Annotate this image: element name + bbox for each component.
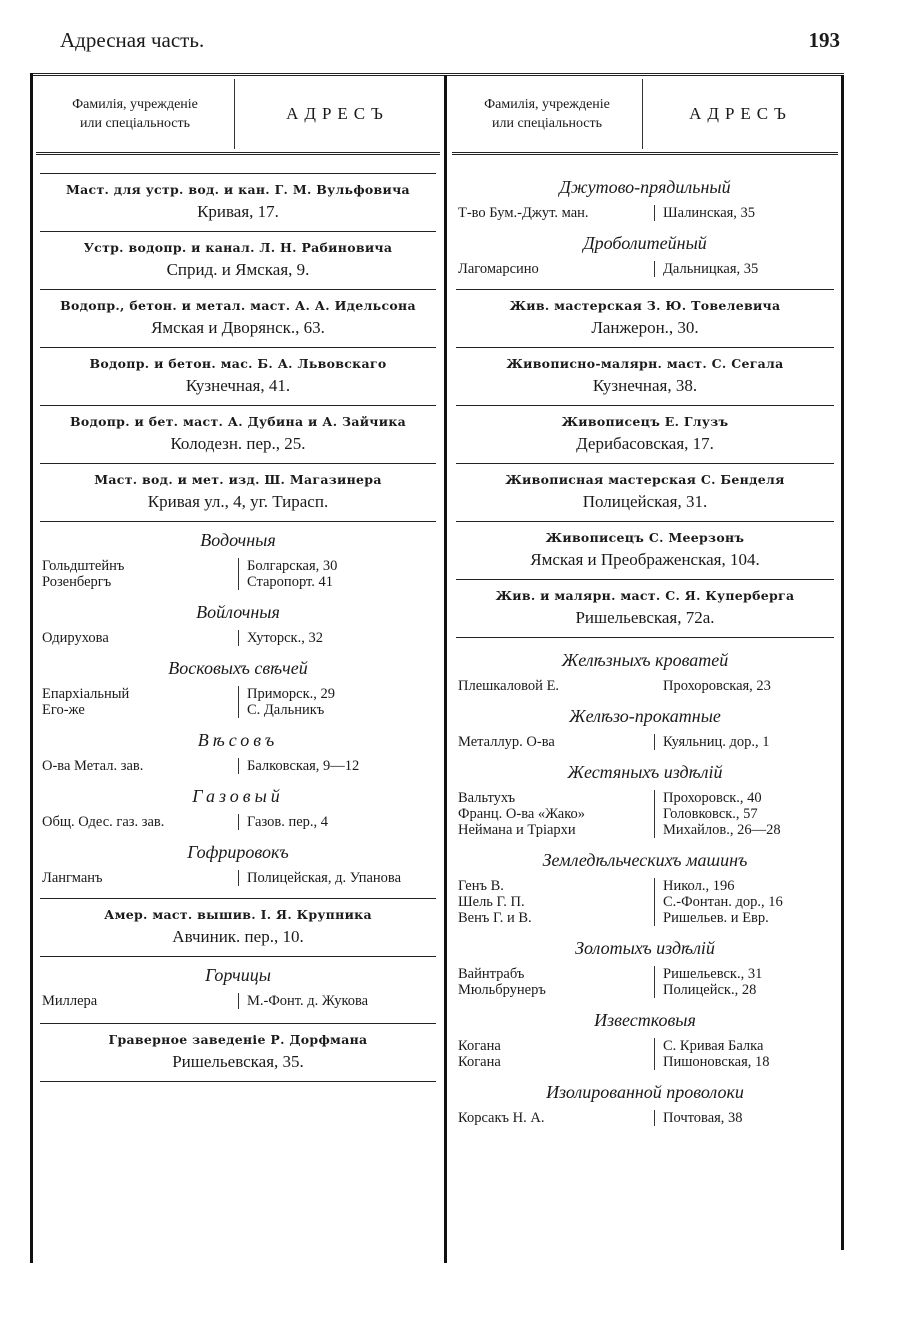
entry-name: Неймана и Тріархи [458, 822, 576, 838]
entry-name: Епархіальный [42, 686, 130, 702]
category-heading: Вѣсовъ [197, 730, 279, 750]
listing-title: Жив. мастерская З. Ю. Товелевича [509, 298, 781, 313]
entry-address: Дальницкая, 35 [663, 261, 759, 277]
header-address-cell: АДРЕСЪ [689, 104, 792, 123]
frame-right-border [841, 75, 844, 1250]
left-column [36, 76, 440, 1082]
category-heading: Горчицы [205, 965, 271, 985]
listing-address: Ришельевская, 72а. [575, 608, 715, 627]
listing-title: Устр. водопр. и канал. Л. Н. Рабиновича [83, 240, 393, 255]
entry-address: Прохоровск., 40 [663, 790, 762, 806]
entry-address: С. Дальникъ [247, 702, 325, 718]
category-heading: Жестяныхъ издѣлій [567, 762, 723, 782]
listing-title: Граверное заведеніе Р. Дорфмана [108, 1032, 368, 1047]
category-heading: Газовый [192, 786, 284, 806]
entry-address: Почтовая, 38 [663, 1110, 743, 1126]
header-name-line: Фамилія, учрежденіе [72, 97, 198, 112]
entry-group [36, 866, 440, 890]
listing-block [36, 899, 440, 956]
listing-block [36, 174, 440, 231]
entry-address: Хуторск., 32 [247, 630, 323, 646]
entry-address: Михайлов., 26—28 [663, 822, 781, 838]
entry-address: Приморск., 29 [247, 686, 336, 702]
header-name-line: Фамилія, учрежденіе [484, 97, 610, 112]
entry-name: Металлур. О-ва [458, 734, 555, 750]
listing-address: Кривая ул., 4, уг. Тирасп. [147, 492, 329, 511]
listing-title: Живописецъ Е. Глузъ [561, 414, 729, 429]
entry-name: Миллера [42, 993, 98, 1009]
running-head [60, 28, 840, 53]
entry-name: Лагомарсино [458, 261, 539, 277]
entry-address: Болгарская, 30 [247, 558, 338, 574]
entry-address: Пишоновская, 18 [663, 1054, 770, 1070]
entry-group [452, 786, 838, 842]
listing-address: Ямская и Дворянск., 63. [151, 318, 325, 337]
listing-address: Кузнечная, 38. [592, 376, 698, 395]
listing-address: Кузнечная, 41. [185, 376, 291, 395]
listing-block [452, 406, 838, 463]
header-name-line: или спеціальность [491, 116, 603, 131]
entry-address: Никол., 196 [663, 878, 735, 894]
entry-name: Венъ Г. и В. [458, 910, 532, 926]
entry-name: Когана [458, 1054, 501, 1070]
entry-group [452, 1034, 838, 1074]
frame-left-border [30, 73, 33, 1263]
entry-address: Полицейск., 28 [663, 982, 757, 998]
listing-title: Живописная мастерская С. Бенделя [505, 472, 785, 487]
category-heading: Известковыя [594, 1010, 696, 1030]
listing-block [36, 406, 440, 463]
running-title: Адресная часть. [60, 28, 205, 52]
category-heading: Джутово-прядильный [559, 177, 731, 197]
listing-title: Живописецъ С. Меерзонъ [545, 530, 745, 545]
category-heading: Желѣзныхъ кроватей [561, 650, 729, 670]
category-heading: Войлочныя [196, 602, 280, 622]
header-address-cell: АДРЕСЪ [286, 104, 389, 123]
entry-name: Плешкаловой Е. [458, 678, 560, 694]
entry-name: Одирухова [42, 630, 109, 646]
right-column [452, 76, 838, 1130]
column-header [452, 76, 838, 155]
entry-name: Его-же [42, 702, 85, 718]
entry-name: Шель Г. П. [458, 894, 525, 910]
entry-group [452, 201, 838, 225]
listing-address: Авчиник. пер., 10. [172, 927, 304, 946]
entry-address: Балковская, 9—12 [247, 758, 360, 774]
category-heading: Золотыхъ издѣлій [575, 938, 715, 958]
header-name-line: или спеціальность [79, 116, 191, 131]
entry-group [36, 554, 440, 594]
entry-group [36, 626, 440, 650]
entry-group [452, 257, 838, 281]
listing-address: Колодезн. пер., 25. [170, 434, 306, 453]
category-heading: Желѣзо-прокатные [569, 706, 721, 726]
frame-column-divider [444, 75, 447, 1263]
listing-block [36, 464, 440, 521]
listing-address: Сприд. и Ямская, 9. [166, 260, 310, 279]
category-heading: Восковыхъ свѣчей [168, 658, 308, 678]
entry-group [36, 682, 440, 722]
entry-group [452, 674, 838, 698]
entry-address: Головковск., 57 [663, 806, 758, 822]
listing-address: Ямская и Преображенская, 104. [530, 550, 760, 569]
entry-group [36, 989, 440, 1013]
listing-address: Ришельевская, 35. [172, 1052, 304, 1071]
entry-address: С. Кривая Балка [663, 1038, 764, 1054]
listing-title: Маст. вод. и мет. изд. Ш. Магазинера [94, 472, 382, 487]
listing-block [452, 522, 838, 579]
listing-title: Маст. для устр. вод. и кан. Г. М. Вульфовича [66, 182, 410, 197]
entry-address: Шалинская, 35 [663, 205, 756, 221]
listing-title: Водопр., бетон. и метал. маст. А. А. Идельсона [60, 298, 416, 313]
entry-address: Газов. пер., 4 [247, 814, 329, 830]
rule [40, 1081, 436, 1082]
listing-title: Живописно-малярн. маст. С. Сегала [506, 356, 784, 371]
listing-address: Полицейская, 31. [582, 492, 708, 511]
column-header [36, 76, 440, 155]
entry-name: Вальтухъ [458, 790, 516, 806]
category-heading: Гофрировокъ [187, 842, 289, 862]
entry-name: О-ва Метал. зав. [42, 758, 144, 774]
listing-title: Водопр. и бет. маст. А. Дубина и А. Зайчика [69, 414, 407, 429]
listing-title: Водопр. и бетон. мас. Б. А. Львовскаго [89, 356, 387, 371]
entry-group [452, 730, 838, 754]
category-heading: Земледѣльческихъ машинъ [542, 850, 748, 870]
entry-name: Розенбергъ [42, 574, 112, 590]
listing-block [452, 348, 838, 405]
entry-name: Когана [458, 1038, 501, 1054]
entry-group [36, 810, 440, 834]
entry-group [452, 962, 838, 1002]
entry-name: Т-во Бум.-Джут. ман. [458, 205, 589, 221]
listing-title: Жив. и малярн. маст. С. Я. Куперберга [495, 588, 795, 603]
entry-name: Вайнтрабъ [458, 966, 525, 982]
page-number: 193 [808, 28, 840, 52]
entry-name: Мюльбрунеръ [458, 982, 546, 998]
entry-address: С.-Фонтан. дор., 16 [663, 894, 783, 910]
entry-address: Ришельев. и Евр. [663, 910, 769, 926]
entry-name: Франц. О-ва «Жако» [458, 806, 586, 822]
header-name-cell [36, 79, 235, 149]
listing-title: Амер. маст. вышив. І. Я. Крупника [104, 907, 372, 922]
entry-address: Полицейская, д. Упанова [247, 870, 402, 886]
listing-block [452, 290, 838, 347]
entry-name: Гольдштейнъ [42, 558, 125, 574]
entry-address: Куяльниц. дор., 1 [663, 734, 770, 750]
category-heading: Изолированной проволоки [546, 1082, 744, 1102]
entry-name: Общ. Одес. газ. зав. [42, 814, 165, 830]
listing-address: Ланжерон., 30. [591, 318, 699, 337]
listing-address: Дерибасовская, 17. [576, 434, 714, 453]
entry-name: Лангманъ [42, 870, 103, 886]
entry-group [452, 1106, 838, 1130]
listing-block [452, 580, 838, 637]
listing-address: Кривая, 17. [197, 202, 279, 221]
entry-name: Генъ В. [458, 878, 504, 894]
listing-block [36, 348, 440, 405]
entry-address: Прохоровская, 23 [663, 678, 771, 694]
entry-address: Старопорт. 41 [247, 574, 333, 590]
entry-name: Корсакъ Н. А. [458, 1110, 545, 1126]
entry-address: М.-Фонт. д. Жукова [247, 993, 369, 1009]
listing-block [36, 290, 440, 347]
category-heading: Водочныя [200, 530, 276, 550]
entry-group [36, 754, 440, 778]
header-name-cell [452, 79, 643, 149]
category-heading: Дроболитейный [583, 233, 707, 253]
listing-block [452, 464, 838, 521]
entry-group [452, 874, 838, 930]
entry-address: Ришельевск., 31 [663, 966, 763, 982]
listing-block [36, 232, 440, 289]
listing-block [36, 1024, 440, 1081]
